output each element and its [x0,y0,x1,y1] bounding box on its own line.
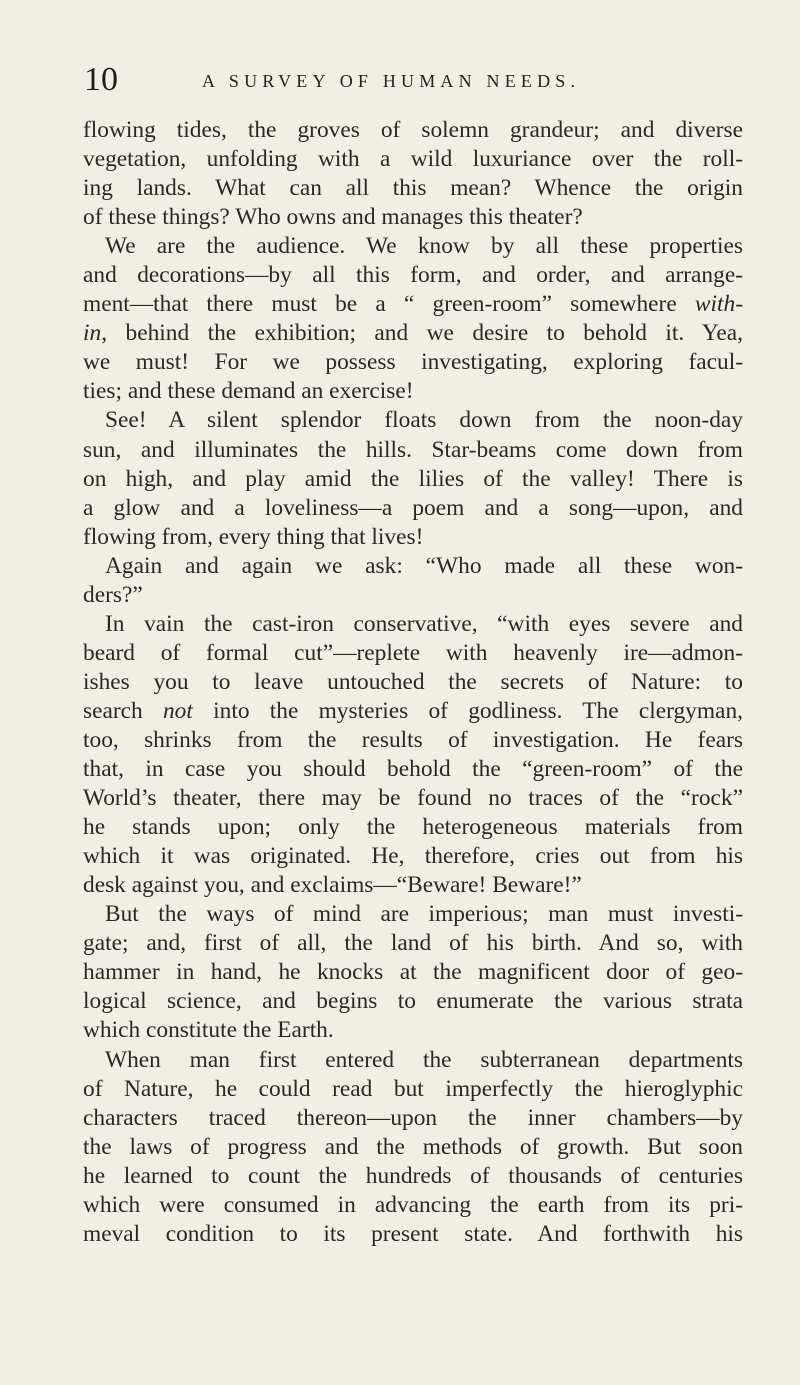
text-line [83,348,743,377]
italic-text: not [162,697,193,724]
text-segment: search [83,697,163,724]
text-line [83,668,743,697]
text-line [83,639,743,668]
text-segment: vegetation, unfolding with a wild luxuriance over the roll- [83,146,743,173]
text-line [83,900,743,929]
text-segment: World’s theater, there may be found no traces of the “rock” [83,785,743,812]
italic-text: with- [694,291,743,318]
text-segment: gate; and, first of all, the land of his birth. And so, with [83,930,743,957]
text-line [83,1046,743,1075]
text-segment: But the ways of mind are imperious; man must investi- [105,901,743,928]
text-segment: too, shrinks from the results of investigation. He fears [83,726,743,753]
text-segment: which constitute the Earth. [83,1017,334,1044]
text-segment: , behind the exhibition; and we desire to behold it. Yea, [101,320,743,347]
text-line [83,842,743,871]
text-line [83,523,743,552]
text-line [83,494,743,523]
text-line [83,755,743,784]
page-number: 10 [84,61,118,98]
text-line [83,1191,743,1220]
text-line [83,929,743,958]
text-line [83,552,743,581]
text-segment: In vain the cast-iron conservative, “with eyes severe and [105,610,743,637]
text-segment: ing lands. What can all this mean? Whence the origin [83,175,743,202]
text-line [83,290,743,319]
text-segment: of Nature, he could read but imperfectly the hieroglyphic [83,1075,743,1102]
text-line [83,116,743,145]
text-segment: flowing tides, the groves of solemn grandeur; and diverse [83,117,743,143]
text-line [83,581,743,610]
text-line [83,987,743,1016]
text-segment: that, in case you should behold the “green-room” of the [83,756,743,783]
text-line [83,261,743,290]
text-line [83,203,743,232]
text-segment: on high, and play amid the lilies of the valley! There is [83,465,743,492]
text-line [83,145,743,174]
text-segment: we must! For we possess investigating, exploring facul- [83,349,743,376]
text-line [83,1133,743,1162]
text-line [83,319,743,348]
text-segment: ment—that there must be a “ green-room” somewhere [83,291,695,318]
text-segment: into the mysteries of godliness. The clergyman, [192,697,743,724]
text-line [83,1220,743,1249]
text-segment: ders?” [83,581,143,608]
text-line [83,1104,743,1133]
text-segment: Again and again we ask: “Who made all these won- [105,552,743,579]
text-line [83,813,743,842]
text-line [83,610,743,639]
text-segment: See! A silent splendor floats down from the noon-day [105,407,743,434]
text-line [83,436,743,465]
text-segment: which were consumed in advancing the earth from its pri- [83,1191,743,1218]
text-segment: sun, and illuminates the hills. Star-beams come down from [83,436,743,463]
text-segment: ishes you to leave untouched the secrets of Nature: to [83,668,743,695]
text-segment: characters traced thereon—upon the inner chambers—by [83,1104,743,1131]
text-segment: We are the audience. We know by all these properties [105,233,743,260]
text-segment: the laws of progress and the methods of growth. But soon [83,1133,743,1160]
text-line [83,697,743,726]
text-segment: beard of formal cut”—replete with heavenly ire—admon- [83,639,743,666]
text-segment: desk against you, and exclaims—“Beware! Beware!” [83,872,582,899]
text-line [83,1075,743,1104]
running-title: A SURVEY OF HUMAN NEEDS. [202,71,581,91]
text-segment: ties; and these demand an exercise! [83,378,414,405]
text-segment: he stands upon; only the heterogeneous materials from [83,814,743,841]
text-line [83,871,743,900]
text-line [83,726,743,755]
text-line [83,465,743,494]
text-line [83,406,743,435]
text-segment: When man first entered the subterranean departments [105,1046,743,1073]
text-segment: meval condition to its present state. And forthwith his [83,1220,743,1247]
text-segment: hammer in hand, he knocks at the magnificent door of geo- [83,959,743,986]
italic-text: in [83,320,102,347]
text-segment: flowing from, every thing that lives! [83,523,424,550]
text-line [83,1162,743,1191]
text-line [83,784,743,813]
text-segment: of these things? Who owns and manages this theater? [83,204,583,231]
body-text [83,116,743,1249]
text-line [83,1016,743,1045]
text-line [83,377,743,406]
running-head [84,60,724,100]
text-line [83,174,743,203]
text-line [83,232,743,261]
text-segment: logical science, and begins to enumerate the various strata [83,988,743,1015]
text-line [83,958,743,987]
text-segment: he learned to count the hundreds of thousands of centuries [83,1162,743,1189]
text-segment: and decorations—by all this form, and order, and arrange- [83,262,743,289]
text-segment: a glow and a loveliness—a poem and a song—upon, and [83,494,743,521]
text-segment: which it was originated. He, therefore, cries out from his [83,843,743,870]
